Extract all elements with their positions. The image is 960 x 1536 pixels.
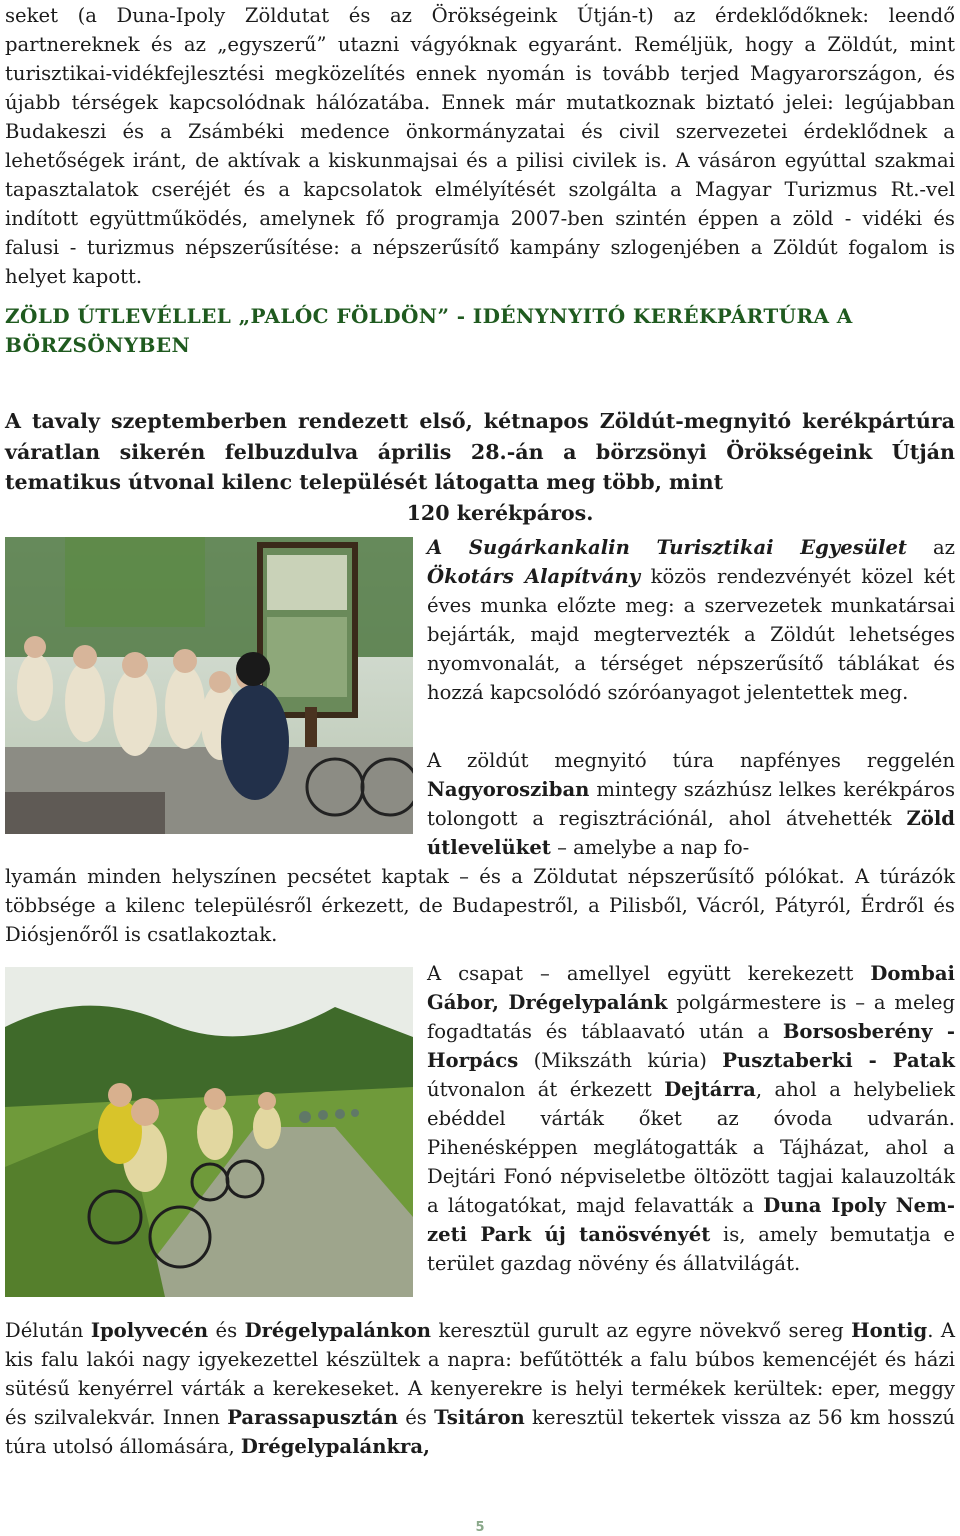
place-tsitar: Tsitáron: [434, 1406, 525, 1429]
afternoon-text-5: és: [397, 1406, 435, 1429]
place-pusztaberki: Pusztaberki - Patak: [722, 1049, 955, 1072]
section-heading: [5, 302, 955, 360]
page-number: 5: [475, 1520, 485, 1535]
place-dregelypalank: Drégelypalánkon: [244, 1319, 432, 1342]
place-nagyoroszi: Nagyorosziban: [427, 778, 590, 801]
afternoon-text-1: Délután: [5, 1319, 91, 1342]
organizer-text-1: az: [906, 536, 955, 559]
route-text-3: (Mikszáth kúria): [518, 1049, 723, 1072]
org-name-1: A Sugárkankalin Turisztikai Egyesület: [427, 536, 907, 559]
route-text-6: is, amely bemutatja e terület gazdag növény és állatvilágát.: [427, 1223, 956, 1275]
section-heading-line-2: BÖRZSÖNYBEN: [5, 333, 191, 357]
cyclists-photo: [5, 967, 413, 1297]
lead-text: A tavaly szeptemberben rendezett első, kétnapos Zöldút-megnyitó kerékpártúra váratlan sikerén felbuzdulva április 28.-án a börzsönyi Örökségeink Útján tematikus útvonal kilenc települését látogatta meg több, mint: [5, 409, 955, 494]
afternoon-text-3: keresztül gurult az egyre növekvő sereg: [431, 1319, 852, 1342]
org-name-2: Ökotárs Alapítvány: [427, 565, 641, 588]
route-text-1: A csapat – amellyel együtt kerekezett: [427, 962, 871, 985]
route-text-4: útvonalon át érkezett: [427, 1078, 665, 1101]
route-text-5: , ahol a helybeliek ebéddel várták őket az óvoda udvarán. Pihenésképpen meglátogatták a Tájházat, ahol a Dejtári Fonó népviseletbe öltözött tagjai kalauzolták a látogatókat, majd felavatták a: [427, 1078, 955, 1217]
organizer-paragraph: [427, 533, 955, 707]
participants-paragraph: lyamán minden helyszínen pecsétet kaptak – és a Zöldutat népszerűsítő pólókat. A túrázók többsége a kilenc településről érkezett, de Budapestről, a Pilisből, Vácról, Pátyról, Érdről és Diósjenőről is csatlakoztak.: [5, 865, 955, 946]
mayor-name: Dombai Gábor, Drégelypalánk: [427, 962, 955, 1014]
group-photo: [5, 537, 413, 834]
intro-paragraph: seket (a Duna-Ipoly Zöldutat és az Örökségeink Útján-t) az érdeklődőknek: leendő partnereknek és az „egyszerű” utazni vágyóknak egyaránt. Reméljük, hogy a Zöldút, mint turisztikai-vidékfejlesztési megközelítés ennek nyomán is tovább terjed Magyarországon, és újabb térségek kapcsolódnak hálózatába. Ennek már mutatkoznak biztató jelei: legújabban Budakeszi és a Zsámbéki medence önkormányzatai és civil szervezetei érdeklődnek a lehetőségek iránt, de aktívak a kiskunmajsai és a pilisi civilek is. A vásáron egyúttal szakmai tapasztalatok cseréjét és a kapcsolatok elmélyítését szolgálta a Magyar Turizmus Rt.-vel indított együttműködés, amelynek fő programja 2007-ben szintén éppen a zöld - vidéki és falusi - turizmus népszerűsítése: a népszerűsítő kampány szlogenjében a Zöldút fogalom is helyet kapott.: [5, 4, 955, 288]
section-heading-line-1: ZÖLD ÚTLEVÉLLEL „PALÓC FÖLDÖN” - IDÉNYNYITÓ KERÉKPÁRTÚRA A: [5, 304, 853, 328]
route-paragraph: [427, 959, 955, 1278]
afternoon-text-4: . A kis falu lakói nagy igyekezettel készültek a napra: befűtötték a falu búbos kemencéjét és házi sütésű kenyérrel várták a kerekeseket. A kenyerekre is helyi termékek kerültek: eper, meggy és szilvalekvár. Innen: [5, 1319, 956, 1429]
route-text-2: polgármestere is – a meleg fogadtatás és táblaavató után a: [427, 991, 955, 1043]
place-parassapuszta: Parassapusztán: [227, 1406, 398, 1429]
opening-tour-paragraph: [427, 746, 955, 862]
nature-trail-name: Duna Ipoly Nemzeti Park új tanösvényét: [427, 1194, 955, 1246]
afternoon-paragraph: [5, 1316, 955, 1461]
place-dejtar: Dejtárra: [664, 1078, 756, 1101]
place-borsosbereny: Borsosberény - Horpács: [427, 1020, 955, 1072]
place-ipolyvece: Ipolyvecén: [90, 1319, 209, 1342]
organizer-text-2: közös rendezvényét közel két éves munka előzte meg: a szervezetek munkatársai bejárták, majd megtervezték a Zöldút lehetséges nyomvonalát, a térséget népszerűsítő táblákat és hozzá kapcsolódó szóróanyagot jelentettek meg.: [427, 565, 955, 704]
opening-text-2: mintegy százhúsz lelkes kerékpáros tolongott a regisztrációnál, ahol átvehették: [427, 778, 955, 830]
afternoon-text-2: és: [208, 1319, 245, 1342]
lead-last-line: 120 kerékpáros.: [406, 500, 594, 525]
lead-paragraph: [5, 406, 955, 528]
place-dregelypalank-final: Drégelypalánkra,: [240, 1435, 430, 1458]
place-hont: Hontig: [851, 1319, 928, 1342]
opening-text-3: – amelybe a nap fo-: [550, 836, 750, 859]
afternoon-text-6: keresztül tekertek vissza az 56 km hosszú túra utolsó állomására,: [5, 1406, 956, 1458]
opening-text-1: A zöldút megnyitó túra napfényes reggelén: [427, 749, 955, 772]
green-passport-term: Zöld útlevelüket: [427, 807, 955, 859]
